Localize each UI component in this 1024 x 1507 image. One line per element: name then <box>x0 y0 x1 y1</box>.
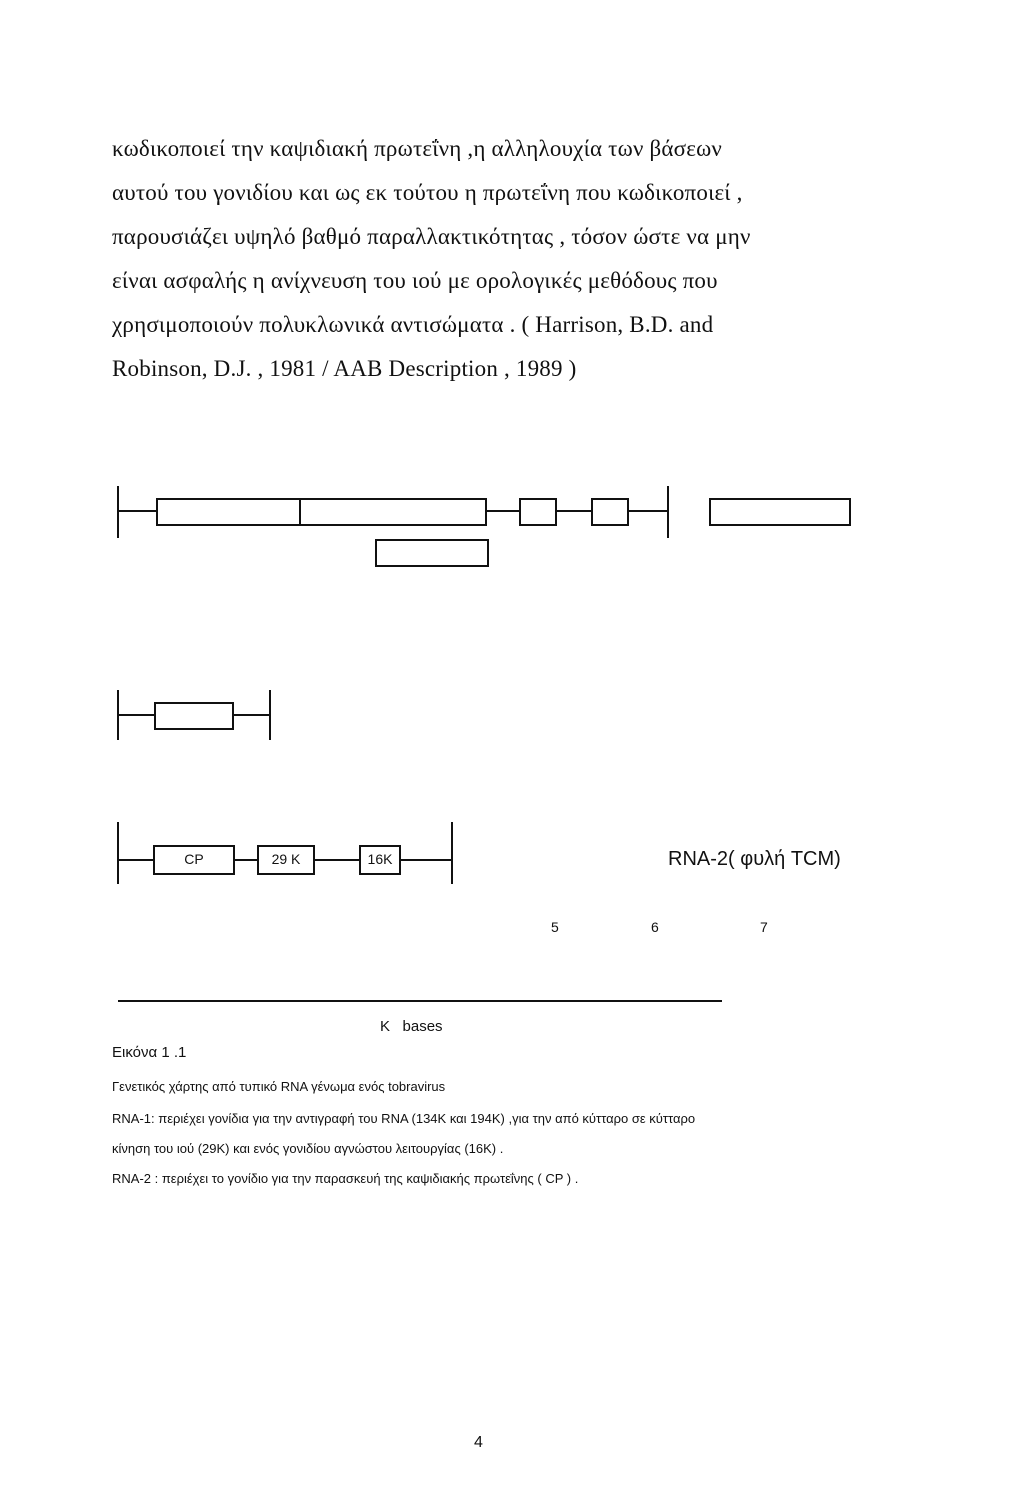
middle-map <box>118 690 270 740</box>
paragraph-line-3: παρουσιάζει υψηλό βαθμό παραλλακτικότητας , τόσον ώστε να μην <box>112 224 751 249</box>
gene-box-16k-rna1 <box>592 499 628 525</box>
gene-box-194k <box>300 499 486 525</box>
scale-tick-7: 7 <box>760 919 768 935</box>
gene-box-134k <box>157 499 300 525</box>
page-number: 4 <box>474 1434 483 1451</box>
gene-box-29k-rna1 <box>520 499 556 525</box>
caption-rna2: RNA-2 : περιέχει το γονίδιο για την παρασκευή της καψιδιακής πρωτεΐνης ( CP ) . <box>112 1171 579 1186</box>
caption-rna1-continued: κίνηση του ιού (29K) και ενός γονιδίου αγνώστου λειτουργίας (16K) . <box>112 1141 504 1156</box>
rna2-label: RNA-2( φυλή TCM) <box>668 848 841 870</box>
paragraph-line-5: χρησιμοποιούν πολυκλωνικά αντισώματα . ( Harrison, B.D. and <box>112 312 714 337</box>
rna1-map <box>118 486 850 566</box>
gene-box-middle <box>155 703 233 729</box>
caption-rna1: RNA-1: περιέχει γονίδια για την αντιγραφή του RNA (134K και 194K) ,για την από κύτταρο σε κύτταρο <box>112 1111 696 1126</box>
gene-label-cp: CP <box>184 851 204 867</box>
paragraph-line-1: κωδικοποιεί την καψιδιακή πρωτεΐνη ,η αλληλουχία των βάσεων <box>112 136 723 161</box>
paragraph-line-2: αυτού του γονιδίου και ως εκ τούτου η πρωτεΐνη που κωδικοποιεί , <box>112 180 743 205</box>
gene-box-readthrough <box>376 540 488 566</box>
paragraph-line-6: Robinson, D.J. , 1981 / AAB Description , 1989 ) <box>112 356 577 381</box>
scale-tick-6: 6 <box>651 919 659 935</box>
figure-label: Εικόνα 1 .1 <box>112 1044 187 1061</box>
gene-label-16k: 16K <box>367 851 393 867</box>
gene-box-scale-1 <box>710 499 850 525</box>
scale-axis-label: K bases <box>380 1018 443 1035</box>
gene-label-29k: 29 K <box>271 851 301 867</box>
figure-title: Γενετικός χάρτης από τυπικό RNA γένωμα ενός tobravirus <box>112 1079 446 1094</box>
scale-tick-5: 5 <box>551 919 559 935</box>
paragraph-line-4: είναι ασφαλής η ανίχνευση του ιού με ορολογικές μεθόδους που <box>112 268 718 293</box>
